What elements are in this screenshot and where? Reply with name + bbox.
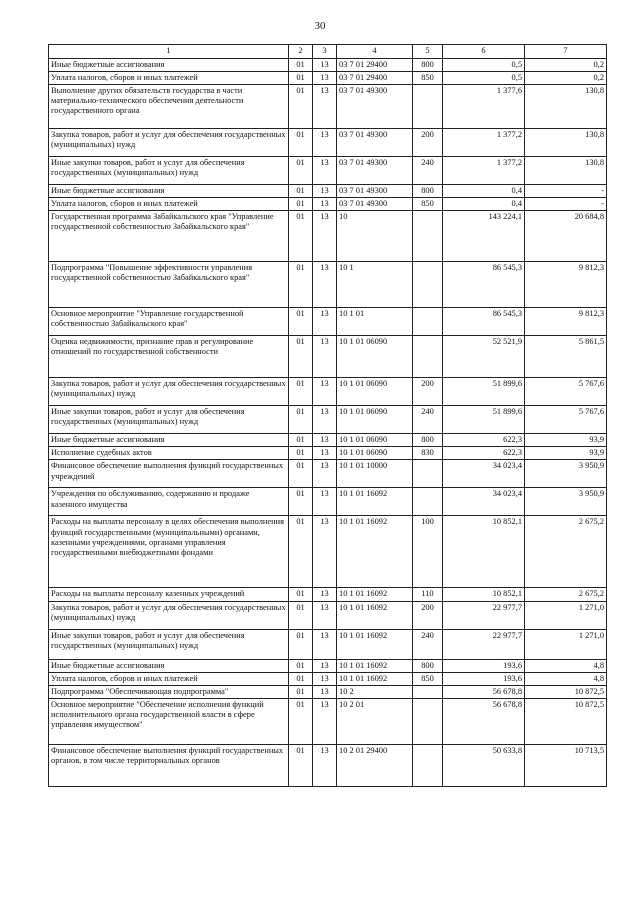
cell-csr: 10 1 01 06090 xyxy=(337,378,413,406)
cell-rz: 01 xyxy=(289,406,313,434)
cell-amount-1: 51 899,6 xyxy=(443,378,525,406)
table-row xyxy=(49,211,607,262)
cell-amount-1: 34 023,4 xyxy=(443,488,525,516)
table-row xyxy=(49,629,607,659)
cell-amount-2: 10 713,5 xyxy=(525,744,607,786)
cell-name: Иные бюджетные ассигнования xyxy=(49,59,289,72)
cell-amount-2: 93,9 xyxy=(525,434,607,447)
table-row xyxy=(49,262,607,308)
cell-name: Уплата налогов, сборов и иных платежей xyxy=(49,198,289,211)
cell-rz: 01 xyxy=(289,378,313,406)
table-row xyxy=(49,85,607,129)
cell-csr: 03 7 01 49300 xyxy=(337,157,413,185)
cell-csr: 03 7 01 29400 xyxy=(337,59,413,72)
header-col-csr: 4 xyxy=(337,45,413,59)
cell-pr: 13 xyxy=(313,378,337,406)
cell-name: Закупка товаров, работ и услуг для обеспечения государственных (муниципальных) нужд xyxy=(49,601,289,629)
cell-amount-1: 22 977,7 xyxy=(443,601,525,629)
cell-name: Учреждения по обслуживанию, содержанию и продаже казенного имущества xyxy=(49,488,289,516)
cell-amount-2: - xyxy=(525,198,607,211)
cell-amount-1: 1 377,6 xyxy=(443,85,525,129)
cell-rz: 01 xyxy=(289,157,313,185)
table-row xyxy=(49,434,607,447)
cell-vr: 110 xyxy=(413,588,443,601)
cell-vr: 200 xyxy=(413,378,443,406)
table-row xyxy=(49,601,607,629)
cell-rz: 01 xyxy=(289,629,313,659)
cell-pr: 13 xyxy=(313,659,337,672)
cell-rz: 01 xyxy=(289,588,313,601)
cell-amount-2: 10 872,5 xyxy=(525,698,607,744)
table-row xyxy=(49,672,607,685)
cell-name: Расходы на выплаты персоналу в целях обеспечения выполнения функций государственными (муниципальными) органами, казенными учреждениями, органами управления государственными внебюджетными фондами xyxy=(49,516,289,588)
cell-csr: 10 1 01 16092 xyxy=(337,629,413,659)
cell-csr: 03 7 01 49300 xyxy=(337,185,413,198)
header-col-name: 1 xyxy=(49,45,289,59)
cell-csr: 10 1 01 xyxy=(337,308,413,336)
cell-rz: 01 xyxy=(289,85,313,129)
cell-vr: 200 xyxy=(413,129,443,157)
cell-amount-1: 0,5 xyxy=(443,72,525,85)
cell-csr: 10 1 01 16092 xyxy=(337,672,413,685)
cell-vr: 850 xyxy=(413,72,443,85)
cell-rz: 01 xyxy=(289,262,313,308)
cell-amount-1: 1 377,2 xyxy=(443,157,525,185)
cell-rz: 01 xyxy=(289,336,313,378)
table-row xyxy=(49,378,607,406)
cell-name: Основное мероприятие "Управление государственной собственностью Забайкальского края" xyxy=(49,308,289,336)
cell-amount-1: 193,6 xyxy=(443,659,525,672)
cell-amount-1: 56 678,8 xyxy=(443,685,525,698)
cell-rz: 01 xyxy=(289,447,313,460)
cell-amount-2: 9 812,3 xyxy=(525,308,607,336)
cell-amount-2: 2 675,2 xyxy=(525,516,607,588)
cell-pr: 13 xyxy=(313,447,337,460)
header-col-amount-2: 7 xyxy=(525,45,607,59)
cell-vr: 850 xyxy=(413,198,443,211)
cell-amount-2: 130,8 xyxy=(525,157,607,185)
cell-amount-2: 93,9 xyxy=(525,447,607,460)
cell-amount-2: 4,8 xyxy=(525,659,607,672)
cell-name: Закупка товаров, работ и услуг для обеспечения государственных (муниципальных) нужд xyxy=(49,378,289,406)
cell-pr: 13 xyxy=(313,698,337,744)
cell-pr: 13 xyxy=(313,744,337,786)
cell-vr xyxy=(413,336,443,378)
cell-pr: 13 xyxy=(313,211,337,262)
cell-vr: 800 xyxy=(413,434,443,447)
cell-vr xyxy=(413,460,443,488)
table-row xyxy=(49,659,607,672)
table-header-row xyxy=(49,45,607,59)
cell-rz: 01 xyxy=(289,659,313,672)
cell-csr: 10 1 01 16092 xyxy=(337,659,413,672)
cell-rz: 01 xyxy=(289,488,313,516)
cell-pr: 13 xyxy=(313,672,337,685)
cell-amount-2: 9 812,3 xyxy=(525,262,607,308)
cell-vr xyxy=(413,308,443,336)
cell-csr: 03 7 01 29400 xyxy=(337,72,413,85)
cell-vr xyxy=(413,488,443,516)
cell-csr: 10 2 01 xyxy=(337,698,413,744)
cell-name: Выполнение других обязательств государства в части материально-технического обеспечения деятельности государственного органа xyxy=(49,85,289,129)
cell-name: Оценка недвижимости, признание прав и регулирование отношений по государственной собственности xyxy=(49,336,289,378)
cell-amount-2: 2 675,2 xyxy=(525,588,607,601)
cell-csr: 10 1 01 16092 xyxy=(337,588,413,601)
cell-vr: 240 xyxy=(413,629,443,659)
table-row xyxy=(49,685,607,698)
cell-amount-2: 3 950,9 xyxy=(525,488,607,516)
cell-csr: 10 2 xyxy=(337,685,413,698)
table-row xyxy=(49,336,607,378)
cell-rz: 01 xyxy=(289,72,313,85)
cell-amount-1: 52 521,9 xyxy=(443,336,525,378)
cell-amount-1: 622,3 xyxy=(443,447,525,460)
cell-vr: 240 xyxy=(413,157,443,185)
cell-csr: 03 7 01 49300 xyxy=(337,129,413,157)
cell-amount-2: 130,8 xyxy=(525,85,607,129)
cell-name: Иные бюджетные ассигнования xyxy=(49,659,289,672)
cell-vr: 240 xyxy=(413,406,443,434)
cell-name: Иные закупки товаров, работ и услуг для обеспечения государственных (муниципальных) нужд xyxy=(49,629,289,659)
cell-pr: 13 xyxy=(313,460,337,488)
cell-amount-2: 1 271,0 xyxy=(525,601,607,629)
cell-amount-1: 34 023,4 xyxy=(443,460,525,488)
cell-csr: 03 7 01 49300 xyxy=(337,85,413,129)
cell-amount-1: 622,3 xyxy=(443,434,525,447)
cell-amount-1: 10 852,1 xyxy=(443,588,525,601)
cell-name: Уплата налогов, сборов и иных платежей xyxy=(49,72,289,85)
cell-amount-1: 51 899,6 xyxy=(443,406,525,434)
cell-rz: 01 xyxy=(289,601,313,629)
cell-vr: 850 xyxy=(413,672,443,685)
cell-csr: 10 1 01 06090 xyxy=(337,447,413,460)
table-row xyxy=(49,460,607,488)
cell-vr xyxy=(413,698,443,744)
cell-pr: 13 xyxy=(313,198,337,211)
cell-pr: 13 xyxy=(313,308,337,336)
cell-amount-1: 0,5 xyxy=(443,59,525,72)
cell-amount-1: 22 977,7 xyxy=(443,629,525,659)
header-col-amount-1: 6 xyxy=(443,45,525,59)
cell-name: Финансовое обеспечение выполнения функций государственных органов, в том числе территориальных органов xyxy=(49,744,289,786)
table-row xyxy=(49,744,607,786)
cell-pr: 13 xyxy=(313,629,337,659)
cell-amount-2: 0,2 xyxy=(525,72,607,85)
cell-vr: 800 xyxy=(413,185,443,198)
cell-vr xyxy=(413,262,443,308)
cell-vr: 830 xyxy=(413,447,443,460)
cell-name: Иные закупки товаров, работ и услуг для обеспечения государственных (муниципальных) нужд xyxy=(49,157,289,185)
cell-rz: 01 xyxy=(289,685,313,698)
table-row xyxy=(49,157,607,185)
cell-amount-2: 5 861,5 xyxy=(525,336,607,378)
cell-amount-2: 1 271,0 xyxy=(525,629,607,659)
cell-rz: 01 xyxy=(289,308,313,336)
cell-name: Государственная программа Забайкальского края "Управление государственной собственностью Забайкальского края" xyxy=(49,211,289,262)
cell-csr: 10 1 01 06090 xyxy=(337,406,413,434)
budget-table xyxy=(48,44,607,787)
cell-rz: 01 xyxy=(289,516,313,588)
cell-vr xyxy=(413,685,443,698)
cell-rz: 01 xyxy=(289,434,313,447)
cell-rz: 01 xyxy=(289,129,313,157)
cell-pr: 13 xyxy=(313,601,337,629)
header-col-rz: 2 xyxy=(289,45,313,59)
table-row xyxy=(49,72,607,85)
cell-name: Закупка товаров, работ и услуг для обеспечения государственных (муниципальных) нужд xyxy=(49,129,289,157)
cell-rz: 01 xyxy=(289,198,313,211)
table-row xyxy=(49,308,607,336)
cell-rz: 01 xyxy=(289,185,313,198)
cell-amount-1: 0,4 xyxy=(443,198,525,211)
cell-name: Исполнение судебных актов xyxy=(49,447,289,460)
cell-name: Уплата налогов, сборов и иных платежей xyxy=(49,672,289,685)
cell-amount-2: 5 767,6 xyxy=(525,406,607,434)
header-col-vr: 5 xyxy=(413,45,443,59)
cell-amount-2: 3 950,9 xyxy=(525,460,607,488)
cell-amount-2: 0,2 xyxy=(525,59,607,72)
cell-name: Финансовое обеспечение выполнения функций государственных учреждений xyxy=(49,460,289,488)
cell-pr: 13 xyxy=(313,336,337,378)
cell-pr: 13 xyxy=(313,185,337,198)
cell-rz: 01 xyxy=(289,744,313,786)
table-row xyxy=(49,488,607,516)
cell-name: Иные бюджетные ассигнования xyxy=(49,185,289,198)
table-row xyxy=(49,698,607,744)
table-row xyxy=(49,406,607,434)
cell-pr: 13 xyxy=(313,72,337,85)
cell-rz: 01 xyxy=(289,211,313,262)
cell-pr: 13 xyxy=(313,406,337,434)
cell-amount-1: 0,4 xyxy=(443,185,525,198)
cell-pr: 13 xyxy=(313,588,337,601)
cell-amount-1: 10 852,1 xyxy=(443,516,525,588)
cell-pr: 13 xyxy=(313,685,337,698)
cell-csr: 10 1 01 06090 xyxy=(337,434,413,447)
cell-amount-1: 86 545,3 xyxy=(443,262,525,308)
table-row xyxy=(49,129,607,157)
cell-amount-1: 86 545,3 xyxy=(443,308,525,336)
cell-amount-1: 1 377,2 xyxy=(443,129,525,157)
cell-name: Подпрограмма "Обеспечивающая подпрограмма" xyxy=(49,685,289,698)
cell-amount-2: 20 684,8 xyxy=(525,211,607,262)
cell-pr: 13 xyxy=(313,488,337,516)
cell-vr xyxy=(413,211,443,262)
cell-csr: 10 2 01 29400 xyxy=(337,744,413,786)
cell-amount-2: 10 872,5 xyxy=(525,685,607,698)
cell-amount-2: 130,8 xyxy=(525,129,607,157)
cell-vr: 800 xyxy=(413,59,443,72)
cell-csr: 10 1 xyxy=(337,262,413,308)
cell-name: Подпрограмма "Повышение эффективности управления государственной собственностью Забайкальского края" xyxy=(49,262,289,308)
cell-rz: 01 xyxy=(289,59,313,72)
cell-amount-2: 4,8 xyxy=(525,672,607,685)
cell-vr: 800 xyxy=(413,659,443,672)
cell-vr xyxy=(413,744,443,786)
cell-vr: 100 xyxy=(413,516,443,588)
header-col-pr: 3 xyxy=(313,45,337,59)
cell-vr xyxy=(413,85,443,129)
table-row xyxy=(49,588,607,601)
table-row xyxy=(49,198,607,211)
cell-amount-1: 193,6 xyxy=(443,672,525,685)
cell-pr: 13 xyxy=(313,85,337,129)
cell-amount-2: 5 767,6 xyxy=(525,378,607,406)
cell-csr: 10 xyxy=(337,211,413,262)
cell-csr: 03 7 01 49300 xyxy=(337,198,413,211)
cell-csr: 10 1 01 16092 xyxy=(337,516,413,588)
table-row xyxy=(49,185,607,198)
table-body xyxy=(49,59,607,787)
table-row xyxy=(49,447,607,460)
cell-csr: 10 1 01 16092 xyxy=(337,488,413,516)
cell-csr: 10 1 01 10000 xyxy=(337,460,413,488)
cell-pr: 13 xyxy=(313,129,337,157)
cell-csr: 10 1 01 16092 xyxy=(337,601,413,629)
cell-amount-2: - xyxy=(525,185,607,198)
cell-name: Основное мероприятие "Обеспечение исполнения функций исполнительного органа государственной власти в сфере управления имуществом" xyxy=(49,698,289,744)
cell-amount-1: 143 224,1 xyxy=(443,211,525,262)
cell-pr: 13 xyxy=(313,59,337,72)
cell-name: Иные бюджетные ассигнования xyxy=(49,434,289,447)
cell-name: Иные закупки товаров, работ и услуг для обеспечения государственных (муниципальных) нужд xyxy=(49,406,289,434)
page-number: 30 xyxy=(314,20,326,32)
cell-amount-1: 56 678,8 xyxy=(443,698,525,744)
cell-pr: 13 xyxy=(313,157,337,185)
cell-rz: 01 xyxy=(289,672,313,685)
cell-name: Расходы на выплаты персоналу казенных учреждений xyxy=(49,588,289,601)
table-row xyxy=(49,59,607,72)
cell-pr: 13 xyxy=(313,262,337,308)
cell-vr: 200 xyxy=(413,601,443,629)
cell-rz: 01 xyxy=(289,698,313,744)
cell-pr: 13 xyxy=(313,434,337,447)
cell-amount-1: 50 633,8 xyxy=(443,744,525,786)
table-row xyxy=(49,516,607,588)
cell-csr: 10 1 01 06090 xyxy=(337,336,413,378)
cell-pr: 13 xyxy=(313,516,337,588)
cell-rz: 01 xyxy=(289,460,313,488)
